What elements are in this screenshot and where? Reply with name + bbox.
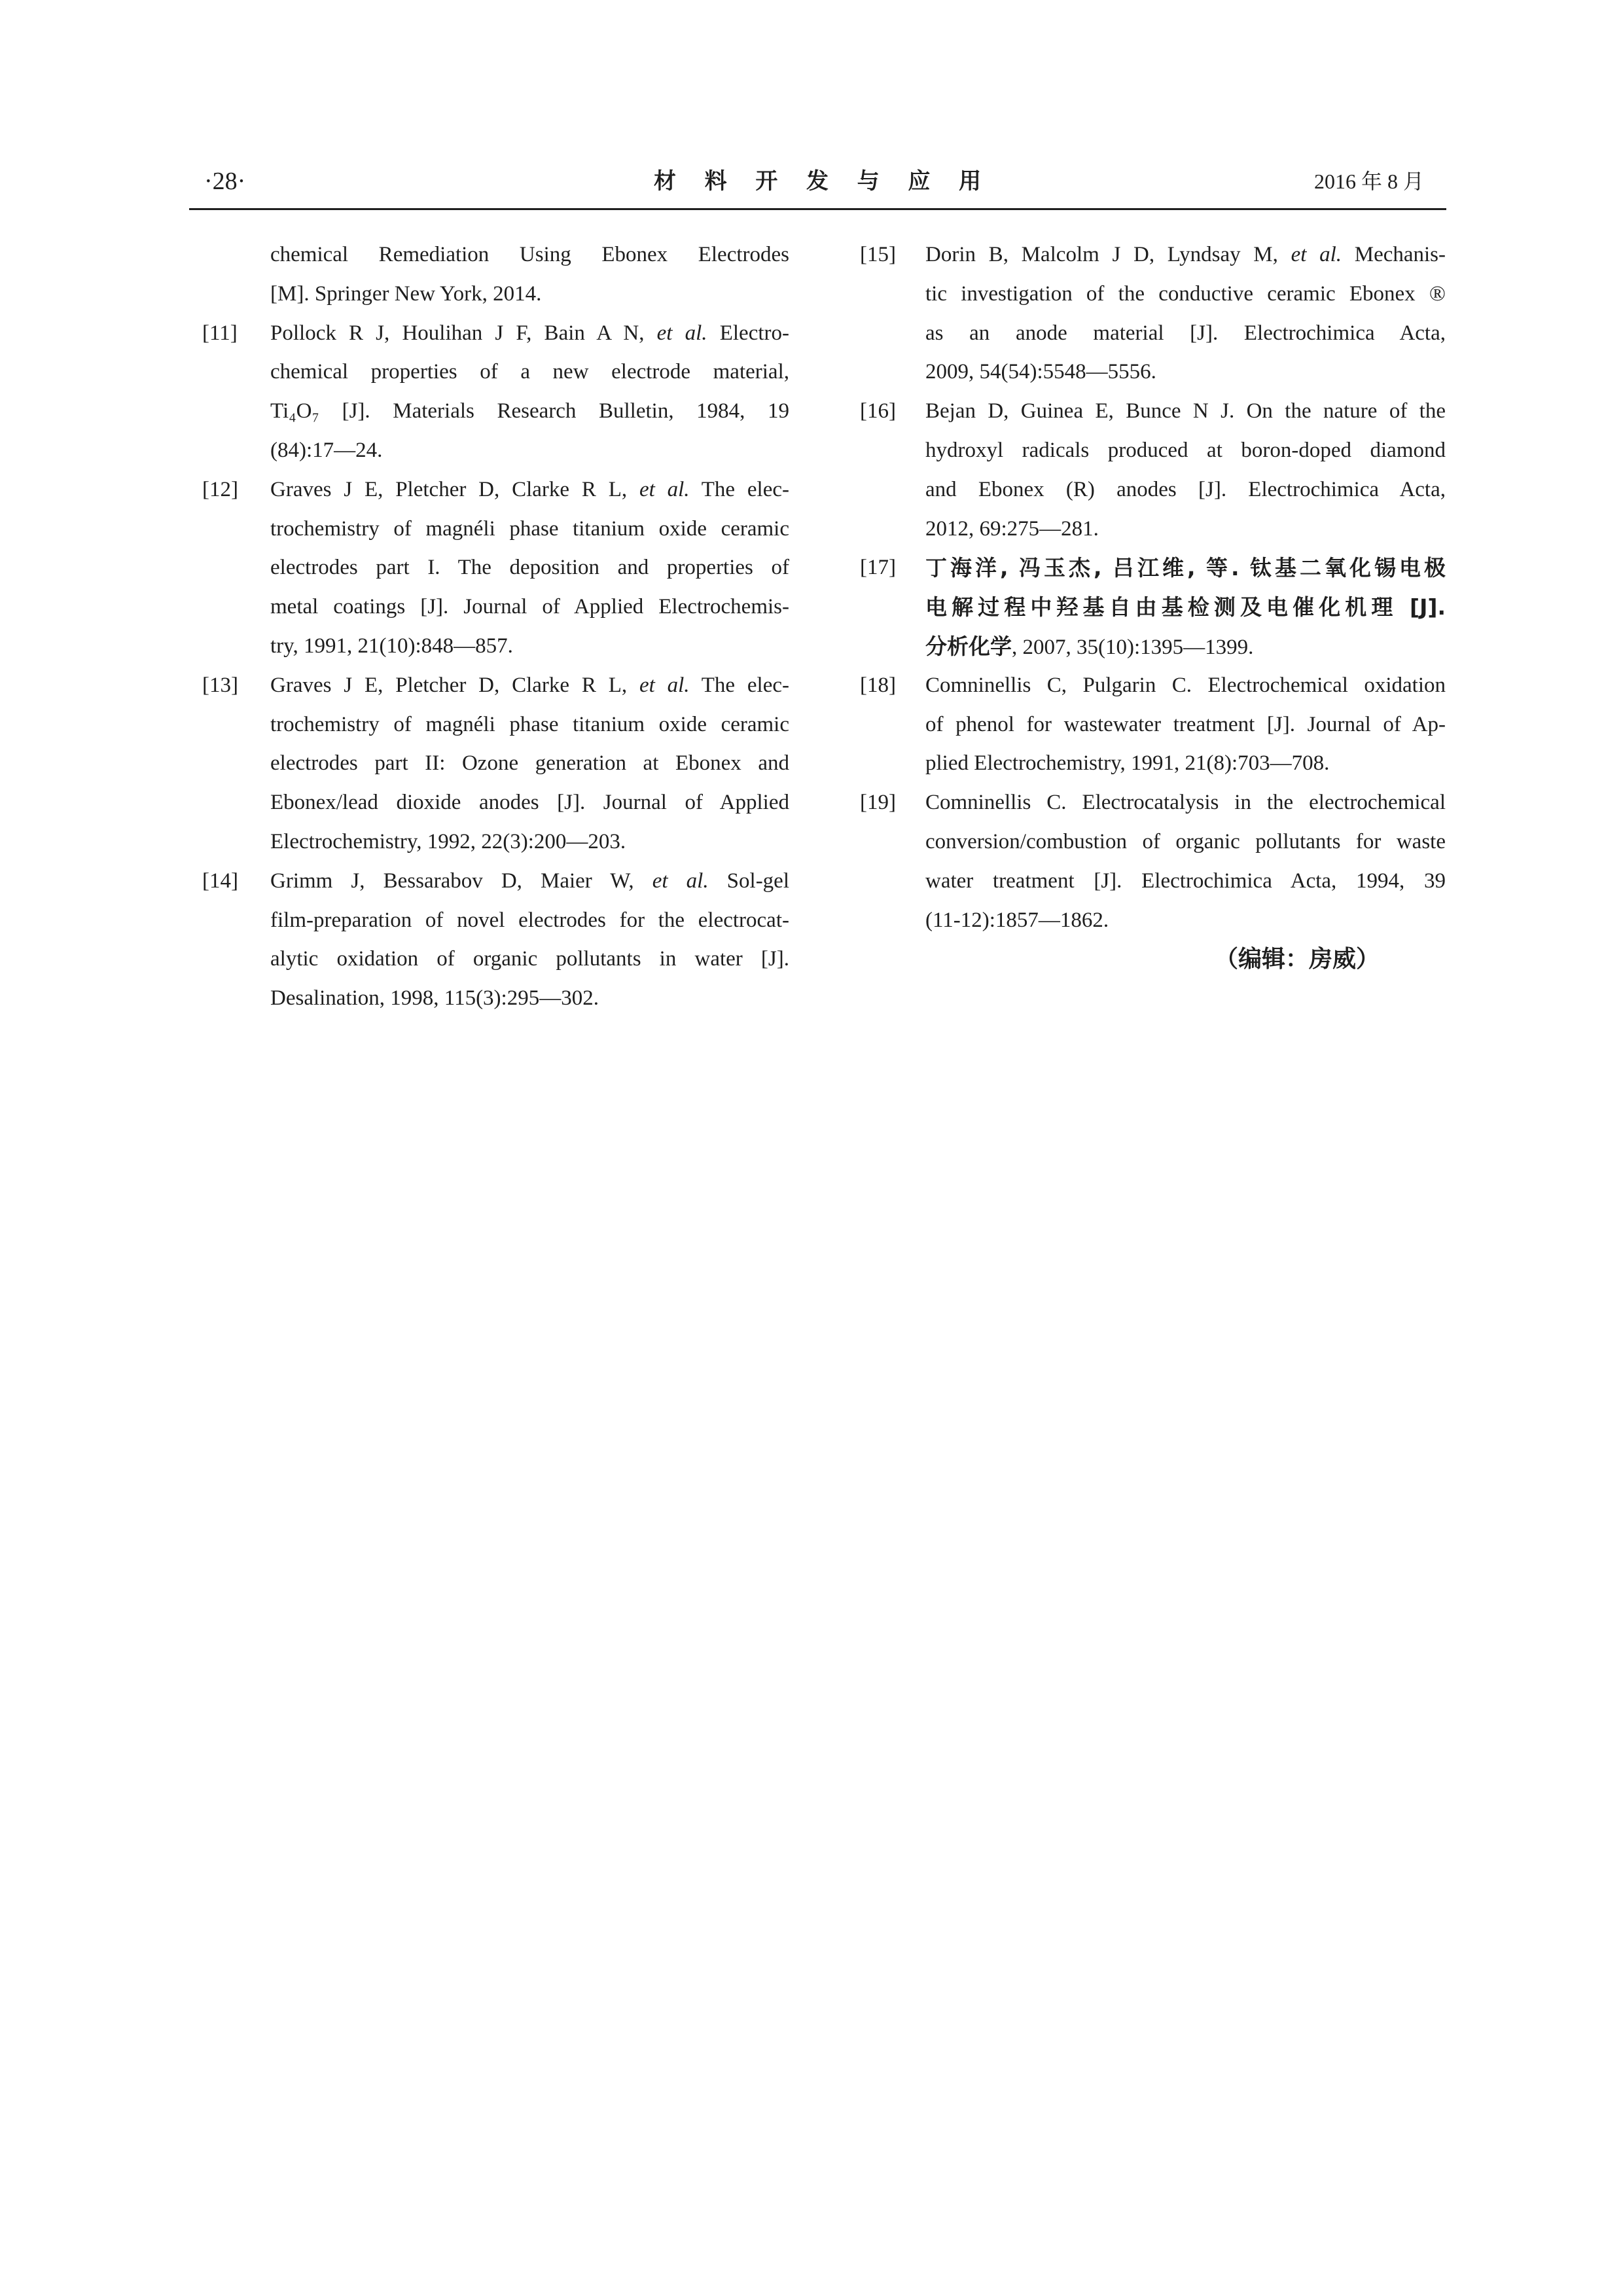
reference-line: hydroxyl radicals produced at boron-doped diamond <box>925 438 1446 462</box>
editor-note: （编辑：房威） <box>1214 946 1380 973</box>
reference-line: Ti₄O₇ [J]. Materials Research Bulletin, 1984, 19 <box>270 399 789 423</box>
reference-number: [14] <box>202 869 238 893</box>
reference-number: [18] <box>860 673 896 697</box>
reference-line: (84):17—24. <box>270 438 383 462</box>
reference-line: metal coatings [J]. Journal of Applied Electrochemis- <box>270 595 789 619</box>
reference-number: [17] <box>860 556 896 580</box>
reference-line: tic investigation of the conductive ceramic Ebonex ® <box>925 281 1446 306</box>
reference-line: water treatment [J]. Electrochimica Acta, 1994, 39 <box>925 869 1446 893</box>
reference-line: (11-12):1857—1862. <box>925 908 1109 932</box>
right-column <box>860 236 1446 979</box>
reference-line: alytic oxidation of organic pollutants in water [J]. <box>270 947 789 971</box>
reference-entry-17 <box>860 548 1446 666</box>
reference-line: 2012, 69:275—281. <box>925 516 1099 541</box>
reference-entry-14 <box>202 862 789 1018</box>
reference-line: trochemistry of magnéli phase titanium oxide ceramic <box>270 712 789 736</box>
reference-text: 分析化学 <box>925 633 1012 659</box>
reference-line <box>270 471 789 510</box>
reference-line: 2009, 54(54):5548—5556. <box>925 360 1156 384</box>
reference-line: [M]. Springer New York, 2014. <box>270 281 542 306</box>
reference-line: as an anode material [J]. Electrochimica Acta, <box>925 321 1446 345</box>
reference-line <box>925 627 1446 666</box>
reference-line: plied Electrochemistry, 1991, 21(8):703—708. <box>925 751 1330 776</box>
reference-line: Comninellis C. Electrocatalysis in the electrochemical <box>925 791 1446 815</box>
journal-title: 材 料 开 发 与 应 用 <box>654 168 981 194</box>
reference-line <box>270 314 789 353</box>
reference-line <box>270 666 789 706</box>
et-al-text: et al. <box>639 673 690 697</box>
reference-text: Sol-gel <box>708 869 789 893</box>
reference-line <box>925 236 1446 275</box>
reference-entry-16 <box>860 392 1446 548</box>
reference-number: [12] <box>202 477 238 501</box>
reference-text: Graves J E, Pletcher D, Clarke R L, <box>270 673 639 697</box>
reference-text: , 2007, 35(10):1395—1399. <box>1012 635 1254 659</box>
et-al-text: et al. <box>639 477 690 501</box>
reference-number: [15] <box>860 243 896 266</box>
reference-line: 丁海洋, 冯玉杰, 吕江维, 等. 钛基二氧化锡电极 <box>925 555 1446 581</box>
reference-line: Bejan D, Guinea E, Bunce N J. On the nature of the <box>925 399 1446 423</box>
reference-entry-13 <box>202 666 789 862</box>
reference-text: The elec- <box>689 477 789 501</box>
reference-text: Grimm J, Bessarabov D, Maier W, <box>270 869 652 893</box>
reference-line: chemical Remediation Using Ebonex Electrodes <box>270 243 789 266</box>
reference-line: conversion/combustion of organic pollutants for waste <box>925 829 1446 853</box>
reference-text: Electro- <box>707 321 789 345</box>
reference-line: chemical properties of a new electrode material, <box>270 360 789 384</box>
reference-line <box>270 862 789 901</box>
reference-entry-11 <box>202 314 789 471</box>
reference-line: Comninellis C, Pulgarin C. Electrochemical oxidation <box>925 673 1446 697</box>
reference-line: electrodes part I. The deposition and properties of <box>270 556 789 580</box>
reference-line: Electrochemistry, 1992, 22(3):200—203. <box>270 829 626 853</box>
et-al-text: et al. <box>652 869 709 893</box>
reference-entry-15 <box>860 236 1446 392</box>
left-column <box>202 236 789 1018</box>
reference-text: Graves J E, Pletcher D, Clarke R L, <box>270 477 639 501</box>
reference-line: and Ebonex (R) anodes [J]. Electrochimica Acta, <box>925 477 1446 501</box>
header-rule <box>189 208 1446 210</box>
reference-number: [13] <box>202 673 238 697</box>
reference-number: [16] <box>860 399 896 423</box>
reference-text: Pollock R J, Houlihan J F, Bain A N, <box>270 321 657 345</box>
page-number: ·28· <box>204 168 246 195</box>
reference-number: [11] <box>202 321 238 345</box>
reference-entry-19 <box>860 783 1446 940</box>
et-al-text: et al. <box>656 321 707 345</box>
reference-line: film-preparation of novel electrodes for the electrocat- <box>270 908 789 932</box>
reference-line: try, 1991, 21(10):848—857. <box>270 634 513 658</box>
reference-text: The elec- <box>689 673 789 697</box>
reference-line: 电解过程中羟基自由基检测及电催化机理 [J]. <box>925 594 1446 620</box>
reference-text: Dorin B, Malcolm J D, Lyndsay M, <box>925 243 1291 266</box>
reference-continuation <box>270 236 789 314</box>
reference-line: of phenol for wastewater treatment [J]. Journal of Ap- <box>925 712 1446 736</box>
et-al-text: et al. <box>1291 243 1342 266</box>
reference-line: Desalination, 1998, 115(3):295—302. <box>270 986 599 1011</box>
reference-number: [19] <box>860 791 896 815</box>
reference-line: Ebonex/lead dioxide anodes [J]. Journal of Applied <box>270 791 789 815</box>
reference-line: trochemistry of magnéli phase titanium oxide ceramic <box>270 516 789 541</box>
reference-entry-18 <box>860 666 1446 783</box>
reference-text: Mechanis- <box>1342 243 1446 266</box>
issue-date: 2016 年 8 月 <box>1313 170 1424 193</box>
reference-entry-12 <box>202 471 789 666</box>
reference-line: electrodes part II: Ozone generation at Ebonex and <box>270 751 789 776</box>
